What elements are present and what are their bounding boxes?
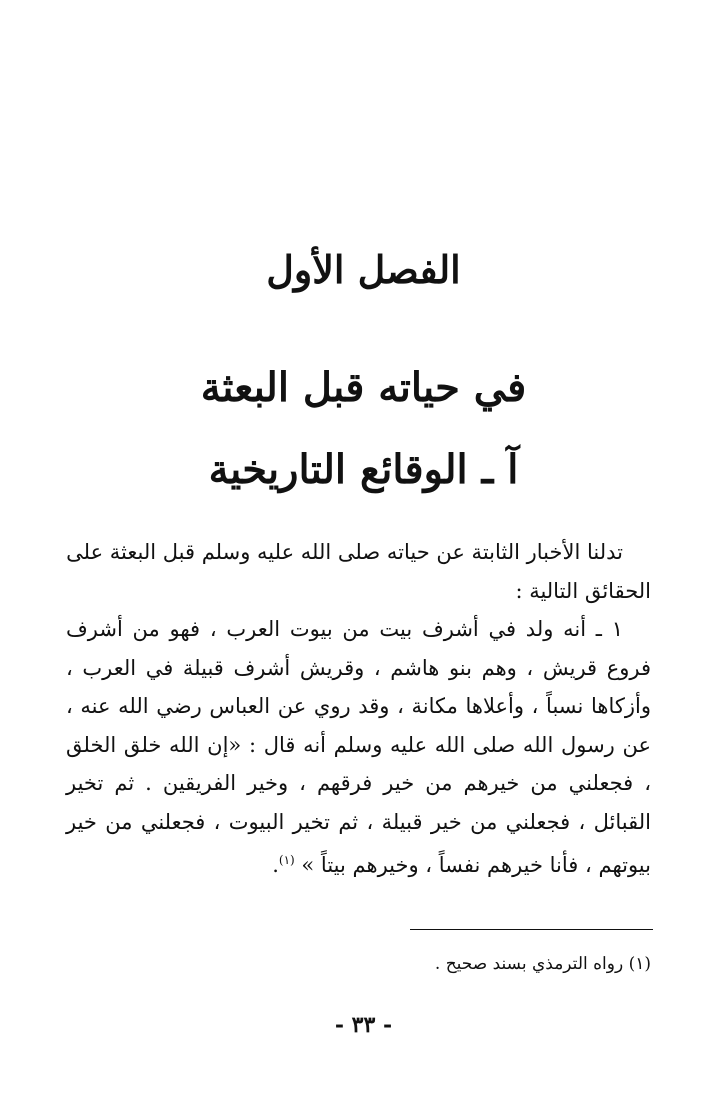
footnote-reference: (١)	[278, 853, 295, 867]
section-title: في حياته قبل البعثة	[200, 364, 527, 411]
intro-line-1: تدلنا الأخبار الثابتة عن حياته صلى الله عليه وسلم قبل البعثة على	[66, 540, 623, 564]
intro-line-2: الحقائق التالية :	[515, 578, 651, 603]
body-text	[66, 533, 651, 885]
point-1-text: ١ ـ أنه ولد في أشرف بيت من بيوت العرب ، فهو من أشرف فروع قريش ، وهم بنو هاشم ، وقريش أشرف قبيلة في العرب ، وأزكاها نسباً ، وأعلاها مكانة ، وقد روي عن العباس رضي الله عنه ، عن رسول الله صلى الله عليه وسلم أنه قال : «إن الله خلق الخلق ، فجعلني من خيرهم من خير فرقهم ، وخير الفريقين . ثم تخير القبائل ، فجعلني من خير قبيلة ، ثم تخير البيوت ، فجعلني من خير بيوتهم ، فأنا خيرهم نفساً ، وخيرهم بيتاً »	[66, 617, 651, 877]
intro-paragraph	[66, 533, 651, 610]
footnote: (١) رواه الترمذي بسند صحيح .	[434, 954, 651, 974]
point-1-paragraph	[66, 610, 651, 885]
point-1-end: .	[272, 853, 279, 877]
page-number: - ٣٣ -	[334, 1012, 393, 1038]
footnote-divider	[410, 929, 653, 930]
chapter-title: الفصل الأول	[266, 247, 461, 292]
subsection-title: آ ـ الوقائع التاريخية	[208, 446, 519, 493]
